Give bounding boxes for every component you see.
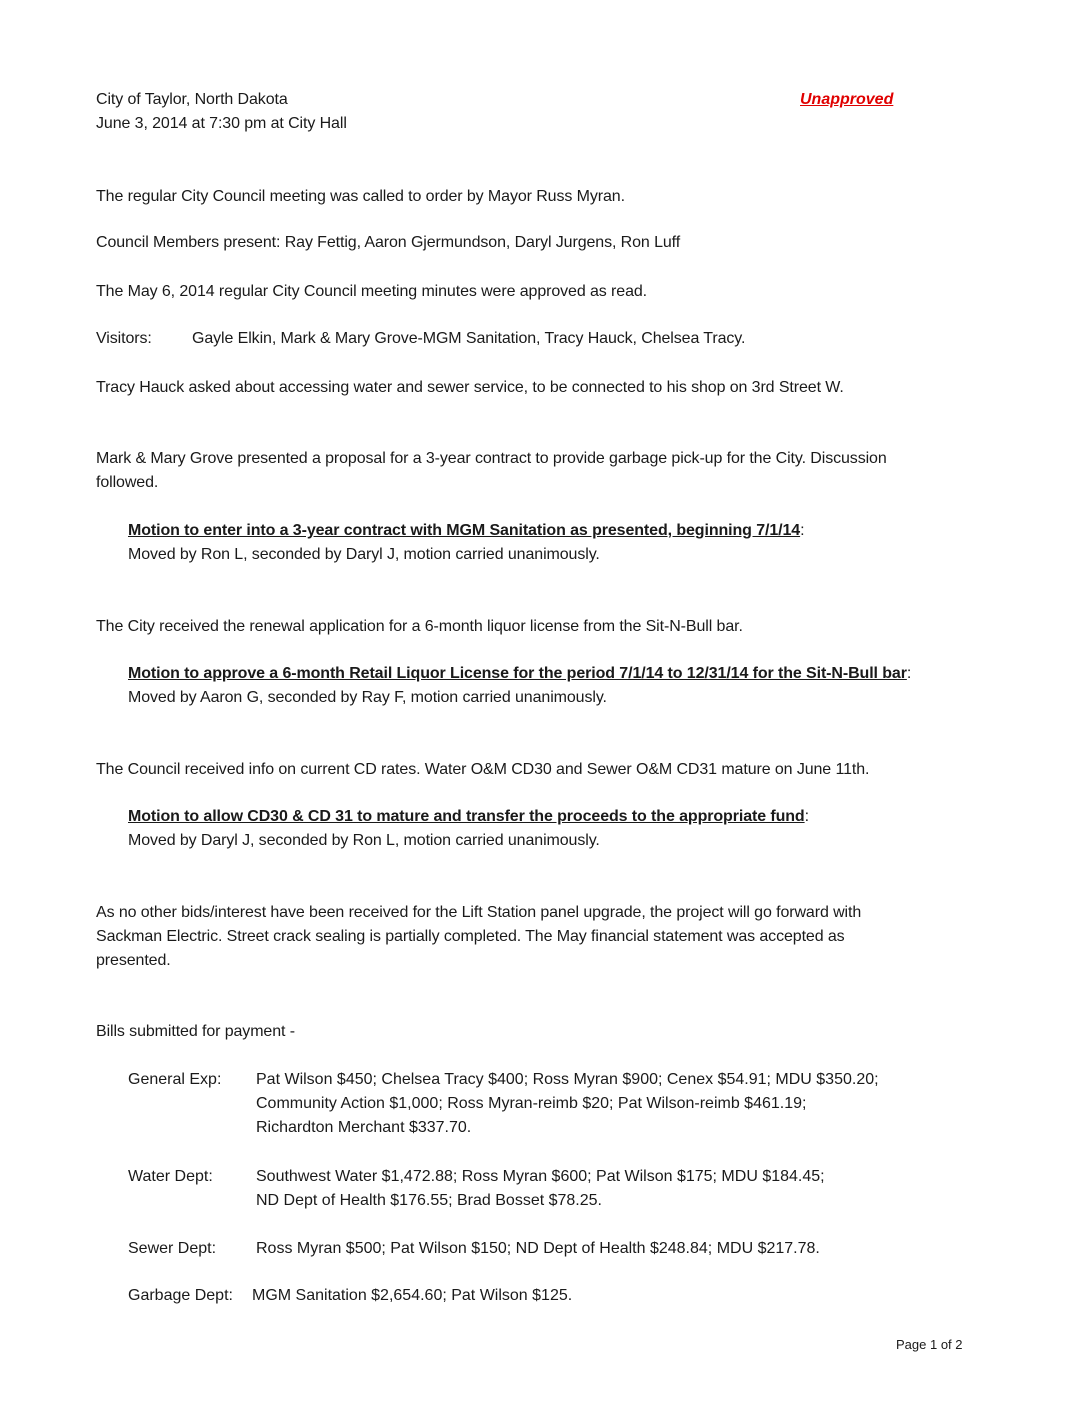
garbage-dept-label: Garbage Dept: bbox=[128, 1287, 233, 1304]
page-number: Page 1 of 2 bbox=[896, 1337, 963, 1352]
garbage-dept-line-1: MGM Sanitation $2,654.60; Pat Wilson $125. bbox=[252, 1287, 573, 1304]
motion-1: Motion to enter into a 3-year contract with MGM Sanitation as presented, beginning 7/1/14: bbox=[128, 522, 805, 539]
lift-station-line-3: presented. bbox=[96, 952, 171, 969]
general-exp-line-1: Pat Wilson $450; Chelsea Tracy $400; Ross Myran $900; Cenex $54.91; MDU $350.20; bbox=[256, 1071, 879, 1088]
sewer-dept-label: Sewer Dept: bbox=[128, 1240, 217, 1257]
motion-3-vote: Moved by Daryl J, seconded by Ron L, motion carried unanimously. bbox=[128, 832, 600, 849]
meeting-date-location: June 3, 2014 at 7:30 pm at City Hall bbox=[96, 115, 347, 132]
liquor-application: The City received the renewal application for a 6-month liquor license from the Sit-N-Bull bar. bbox=[96, 618, 743, 635]
bills-intro: Bills submitted for payment - bbox=[96, 1023, 295, 1040]
general-exp-line-3: Richardton Merchant $337.70. bbox=[256, 1119, 472, 1136]
motion-3: Motion to allow CD30 & CD 31 to mature and transfer the proceeds to the appropriate fund: bbox=[128, 808, 809, 825]
general-exp-line-2: Community Action $1,000; Ross Myran-reimb $20; Pat Wilson-reimb $461.19; bbox=[256, 1095, 807, 1112]
visitors-label: Visitors: bbox=[96, 330, 152, 347]
unapproved-stamp: Unapproved bbox=[800, 91, 894, 108]
motion-2-vote: Moved by Aaron G, seconded by Ray F, motion carried unanimously. bbox=[128, 689, 607, 706]
motion-3-title: Motion to allow CD30 & CD 31 to mature and transfer the proceeds to the appropriate fund bbox=[128, 808, 805, 825]
members-present: Council Members present: Ray Fettig, Aaron Gjermundson, Daryl Jurgens, Ron Luff bbox=[96, 234, 681, 251]
lift-station-line-2: Sackman Electric. Street crack sealing is partially completed. The May financial statement was accepted as bbox=[96, 928, 845, 945]
water-dept-line-2: ND Dept of Health $176.55; Brad Bosset $78.25. bbox=[256, 1192, 602, 1209]
water-dept-label: Water Dept: bbox=[128, 1168, 213, 1185]
general-exp-label: General Exp: bbox=[128, 1071, 222, 1088]
motion-2: Motion to approve a 6-month Retail Liquor License for the period 7/1/14 to 12/31/14 for the Sit-N-Bull bar: bbox=[128, 665, 912, 682]
visitors-row bbox=[96, 327, 746, 351]
hauck-request: Tracy Hauck asked about accessing water and sewer service, to be connected to his shop on 3rd Street W. bbox=[96, 379, 844, 396]
grove-proposal-line-1: Mark & Mary Grove presented a proposal for a 3-year contract to provide garbage pick-up for the City. Discussion bbox=[96, 450, 887, 467]
visitors-list: Gayle Elkin, Mark & Mary Grove-MGM Sanitation, Tracy Hauck, Chelsea Tracy. bbox=[192, 330, 746, 347]
motion-1-vote: Moved by Ron L, seconded by Daryl J, motion carried unanimously. bbox=[128, 546, 600, 563]
city-header: City of Taylor, North Dakota bbox=[96, 91, 288, 108]
water-dept-line-1: Southwest Water $1,472.88; Ross Myran $600; Pat Wilson $175; MDU $184.45; bbox=[256, 1168, 825, 1185]
motion-2-title: Motion to approve a 6-month Retail Liquor License for the period 7/1/14 to 12/31/14 for the Sit-N-Bull bar bbox=[128, 665, 907, 682]
grove-proposal-line-2: followed. bbox=[96, 474, 159, 491]
sewer-dept-line-1: Ross Myran $500; Pat Wilson $150; ND Dept of Health $248.84; MDU $217.78. bbox=[256, 1240, 820, 1257]
prior-minutes: The May 6, 2014 regular City Council meeting minutes were approved as read. bbox=[96, 283, 648, 300]
motion-1-title: Motion to enter into a 3-year contract with MGM Sanitation as presented, beginning 7/1/14 bbox=[128, 522, 801, 539]
call-to-order: The regular City Council meeting was called to order by Mayor Russ Myran. bbox=[96, 188, 625, 205]
cd-rates: The Council received info on current CD rates. Water O&M CD30 and Sewer O&M CD31 mature on June 11th. bbox=[96, 761, 870, 778]
lift-station-line-1: As no other bids/interest have been received for the Lift Station panel upgrade, the project will go forward with bbox=[96, 904, 862, 921]
